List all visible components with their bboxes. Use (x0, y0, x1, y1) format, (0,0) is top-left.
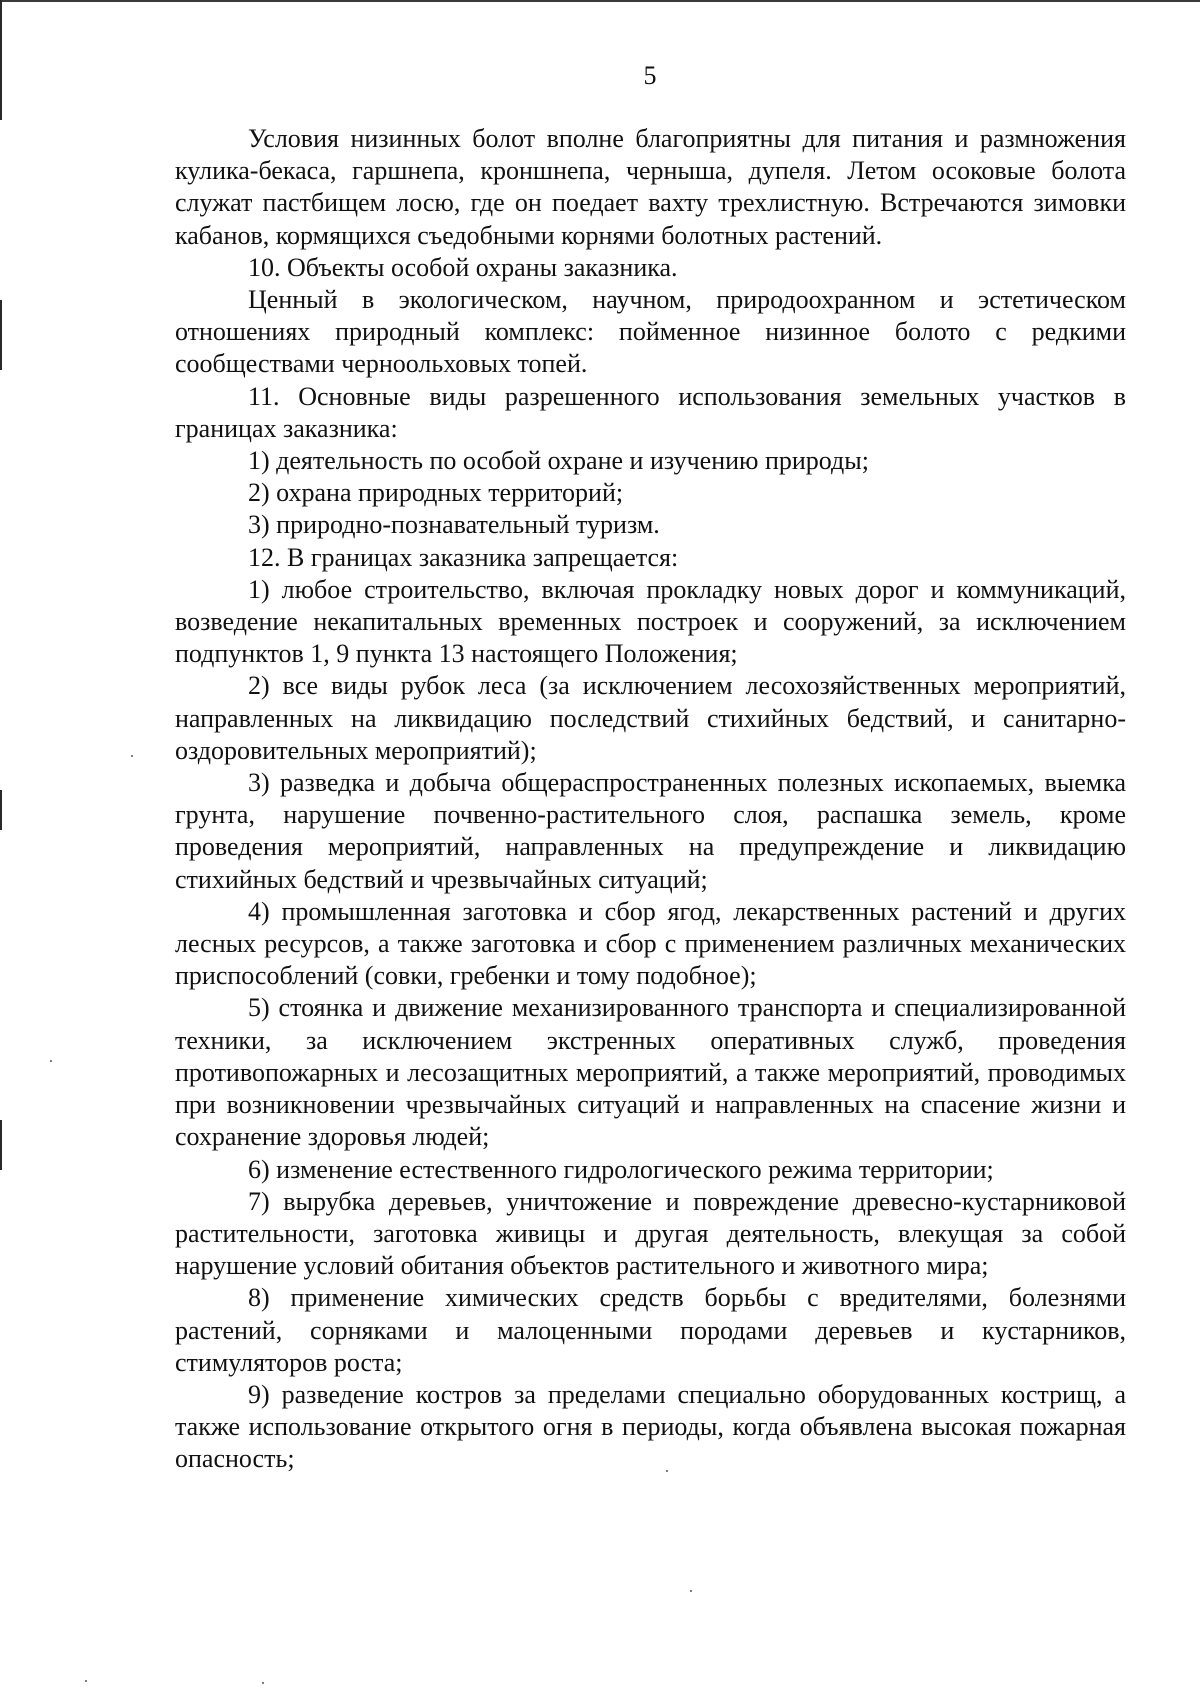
list-item: 2) охрана природных территорий; (248, 478, 624, 508)
list-item: 3) разведка и добыча общераспространенных полезных ископаемых, выемка грунта, нарушение почвенно-растительного слоя, распашка земель, кроме проведения мероприятий, направленных на предупреждение и ликвидацию стихийных бедствий и чрезвычайных ситуаций; (175, 768, 1126, 894)
scan-border-left (0, 790, 2, 830)
list-item: 1) любое строительство, включая прокладку новых дорог и коммуникаций, возведение некапитальных временных построек и сооружений, за исключением подпунктов 1, 9 пункта 13 настоящего Положения; (175, 574, 1126, 669)
scan-border-top (0, 0, 1200, 2)
list-item: 6) изменение естественного гидрологического режима территории; (248, 1154, 994, 1184)
scan-border-left (0, 300, 2, 370)
list-item: 8) применение химических средств борьбы с вредителями, болезнями растений, сорняками и малоценными породами деревьев и кустарников, стимуляторов роста; (175, 1283, 1126, 1377)
page-number: 5 (643, 61, 657, 90)
document-body (175, 123, 1126, 1476)
paragraph-lowland-bogs: Условия низинных болот вполне благоприятны для питания и размножения кулика-бекаса, гаршнепа, кроншнепа, черныша, дупеля. Летом осоковые болота служат пастбищем лосю, где он поедает вахту трехлистную. Встречаются зимовки кабанов, кормящихся съедобными корнями болотных растений. (175, 124, 1126, 250)
list-item: 1) деятельность по особой охране и изучению природы; (248, 446, 869, 476)
scan-speck (50, 1060, 52, 1062)
list-item: 4) промышленная заготовка и сбор ягод, лекарственных растений и других лесных ресурсов, а также заготовка и сбор с применением различных механических приспособлений (совки, гребенки и тому подобное); (175, 896, 1126, 991)
section-heading-12: 12. В границах заказника запрещается: (248, 542, 679, 572)
scan-speck (85, 1680, 87, 1682)
list-item: 5) стоянка и движение механизированного транспорта и специализированной техники, за исключением экстренных оперативных служб, проведения противопожарных и лесозащитных мероприятий, а также мероприятий, проводимых при возникновении чрезвычайных ситуаций и направленных на спасение жизни и сохранение здоровья людей; (175, 993, 1126, 1152)
section-heading-10: 10. Объекты особой охраны заказника. (248, 252, 678, 282)
scan-speck (690, 1590, 692, 1592)
scan-speck (131, 755, 133, 757)
paragraph-protected-complex: Ценный в экологическом, научном, природоохранном и эстетическом отношениях природный комплекс: пойменное низинное болото с редкими сообществами черноольховых топей. (175, 285, 1126, 379)
scan-speck (262, 1682, 264, 1684)
list-item: 7) вырубка деревьев, уничтожение и повреждение древесно-кустарниковой растительности, заготовка живицы и другая деятельность, влекущая за собой нарушение условий обитания объектов растительного и животного мира; (175, 1186, 1126, 1281)
list-item: 9) разведение костров за пределами специально оборудованных кострищ, а также использование открытого огня в периоды, когда объявлена высокая пожарная опасность; (175, 1379, 1126, 1474)
section-heading-11: 11. Основные виды разрешенного использования земельных участков в границах заказника: (175, 381, 1126, 443)
scan-border-left (0, 1120, 2, 1170)
list-item: 3) природно-познавательный туризм. (248, 510, 660, 540)
list-item: 2) все виды рубок леса (за исключением лесохозяйственных мероприятий, направленных на ликвидацию последствий стихийных бедствий, и санитарно-оздоровительных мероприятий); (175, 671, 1126, 765)
